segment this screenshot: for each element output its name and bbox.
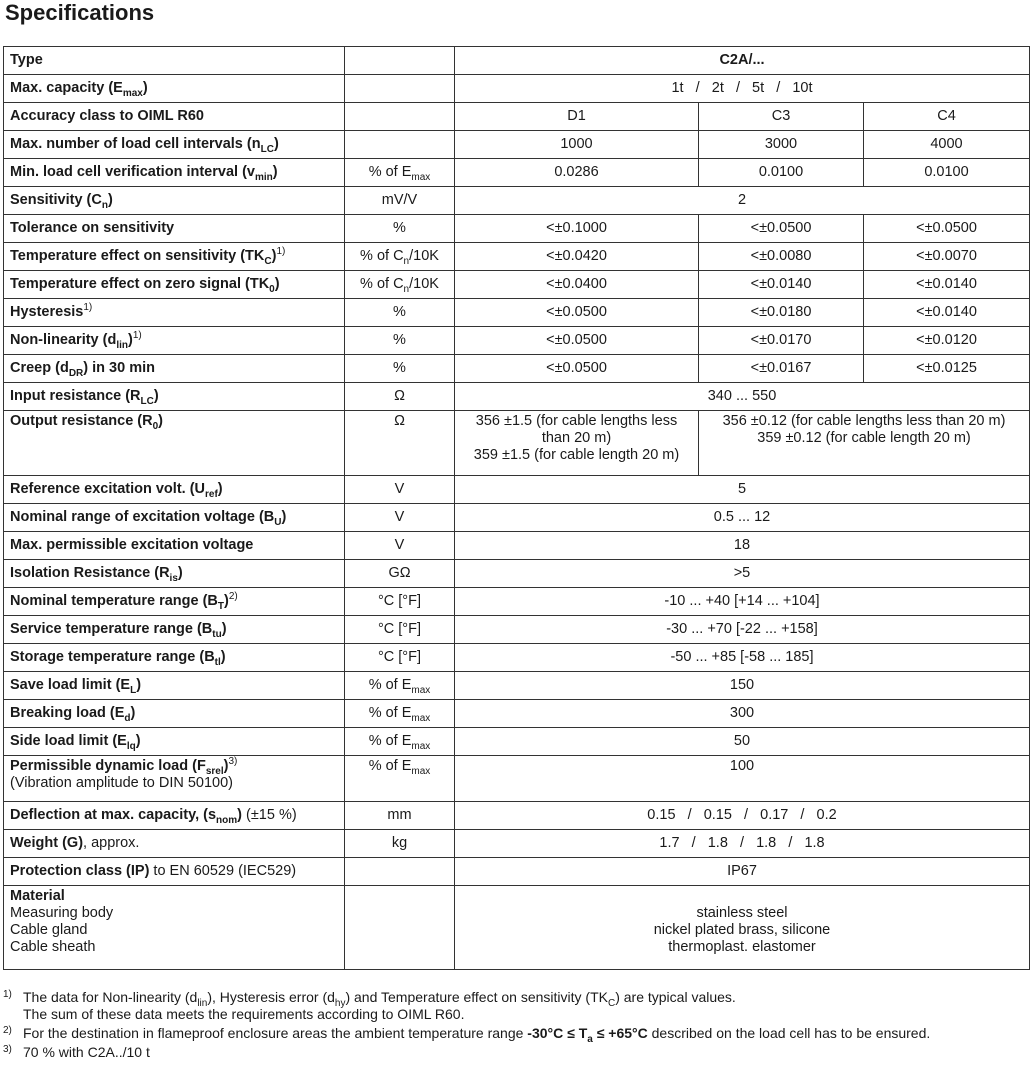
- row-service-temp: [4, 616, 1030, 644]
- unit-cell: %: [345, 215, 455, 243]
- value-c4: <±0.0070: [864, 243, 1030, 271]
- value-all: 5: [455, 476, 1030, 504]
- unit-cell: V: [345, 504, 455, 532]
- value-d1: <±0.0500: [455, 327, 699, 355]
- row-label: Save load limit $(E_L)$: [4, 672, 345, 700]
- footnotes: [3, 989, 1023, 1061]
- unit-cell: % of $C_n/10K$: [345, 243, 455, 271]
- value-c4: <±0.0500: [864, 215, 1030, 243]
- row-output-resistance: [4, 411, 1030, 476]
- value-d1: 356 ±1.5 (for cable lengths less than 20 m) 359 ±1.5 (for cable length 20 m): [455, 411, 699, 476]
- row-isolation: [4, 560, 1030, 588]
- value-d1: <±0.1000: [455, 215, 699, 243]
- spec-table: [3, 46, 1030, 970]
- value-all: IP67: [455, 858, 1030, 886]
- value-d1: D1: [455, 103, 699, 131]
- unit-cell: V: [345, 476, 455, 504]
- unit-cell: Ω: [345, 383, 455, 411]
- value-all: 2: [455, 187, 1030, 215]
- unit-cell: Ω: [345, 411, 455, 476]
- unit-cell: %: [345, 327, 455, 355]
- row-label: Tolerance on sensitivity: [4, 215, 345, 243]
- row-label: Non-linearity $(d_{lin})^{1)}$: [4, 327, 345, 355]
- unit-cell: % of $E_{max}$: [345, 728, 455, 756]
- value-d1: 1000: [455, 131, 699, 159]
- value-d1: <±0.0500: [455, 355, 699, 383]
- value-c3: <±0.0180: [699, 299, 864, 327]
- value-c4: C4: [864, 103, 1030, 131]
- row-label: Sensitivity $(C_n)$: [4, 187, 345, 215]
- value-c3: <±0.0167: [699, 355, 864, 383]
- value-all: 50: [455, 728, 1030, 756]
- value-all: >5: [455, 560, 1030, 588]
- row-label: Input resistance $(R_{LC})$: [4, 383, 345, 411]
- row-ref-excitation: [4, 476, 1030, 504]
- value-all: 340 ... 550: [455, 383, 1030, 411]
- row-side-load: [4, 728, 1030, 756]
- footnote-1: 1) The data for Non-linearity $(d_{lin})$, Hysteresis error $(d_{hy})$ and Temperature effect on sensitivity $(TK_C)$ are typical values. The sum of these data meets the requirements according to OIML R60.: [3, 989, 736, 1022]
- type-value: C2A/...: [455, 47, 1030, 75]
- unit-cell: %: [345, 355, 455, 383]
- value-c3: <±0.0500: [699, 215, 864, 243]
- row-sensitivity: [4, 187, 1030, 215]
- row-type: [4, 47, 1030, 75]
- value-all: stainless steel nickel plated brass, silicone thermoplast. elastomer: [455, 886, 1030, 970]
- row-label: Min. load cell verification interval $(v_{min})$: [4, 159, 345, 187]
- capacity-value: 1t / 2t / 5t / 10t: [455, 75, 1030, 103]
- page-title: Specifications: [5, 0, 155, 25]
- value-all: 18: [455, 532, 1030, 560]
- row-breaking-load: [4, 700, 1030, 728]
- row-label: Material Measuring body Cable gland Cable sheath: [4, 886, 345, 970]
- row-hysteresis: [4, 299, 1030, 327]
- footnote-2: 2) For the destination in flameproof enclosure areas the ambient temperature range $-30^\circ C \le T_a \le +65^\circ C$ described on the load cell has to be ensured.: [3, 1025, 931, 1045]
- unit-cell: kg: [345, 830, 455, 858]
- row-label: Output resistance $(R_0)$: [4, 411, 345, 476]
- value-all: 0.15 / 0.15 / 0.17 / 0.2: [455, 802, 1030, 830]
- row-label: Temperature effect on zero signal $(TK_0)$: [4, 271, 345, 299]
- value-c3: <±0.0170: [699, 327, 864, 355]
- value-all: -30 ... +70 [-22 ... +158]: [455, 616, 1030, 644]
- row-dynamic-load: [4, 756, 1030, 802]
- value-c3: 3000: [699, 131, 864, 159]
- row-weight: [4, 830, 1030, 858]
- row-label: Storage temperature range $(B_{tl})$: [4, 644, 345, 672]
- row-nominal-temp: [4, 588, 1030, 616]
- unit-cell: mV/V: [345, 187, 455, 215]
- row-label: Type: [4, 47, 345, 75]
- value-d1: <±0.0500: [455, 299, 699, 327]
- value-all: -10 ... +40 [+14 ... +104]: [455, 588, 1030, 616]
- row-label: Accuracy class to OIML R60: [4, 103, 345, 131]
- unit-cell: % of $E_{max}$: [345, 159, 455, 187]
- value-c4: <±0.0125: [864, 355, 1030, 383]
- row-label: Service temperature range $(B_{tu})$: [4, 616, 345, 644]
- row-label: Creep $(d_{DR})$ in 30 min: [4, 355, 345, 383]
- row-label: Max. capacity $(E_{max})$: [4, 75, 345, 103]
- value-c4: 4000: [864, 131, 1030, 159]
- value-c3: <±0.0140: [699, 271, 864, 299]
- footnote-3: 3) 70 % with C2A../10 t: [3, 1044, 150, 1060]
- row-label: Max. permissible excitation voltage: [4, 532, 345, 560]
- value-d1: 0.0286: [455, 159, 699, 187]
- row-safe-load: [4, 672, 1030, 700]
- value-c4: <±0.0140: [864, 299, 1030, 327]
- unit-cell: GΩ: [345, 560, 455, 588]
- value-c3-c4: 356 ±0.12 (for cable lengths less than 20 m) 359 ±0.12 (for cable length 20 m): [699, 411, 1030, 476]
- row-accuracy: [4, 103, 1030, 131]
- unit-cell: % of $E_{max}$: [345, 700, 455, 728]
- row-tkc: [4, 243, 1030, 271]
- row-label: Breaking load $(E_d)$: [4, 700, 345, 728]
- row-label: Hysteresis$^{1)}$: [4, 299, 345, 327]
- row-capacity: [4, 75, 1030, 103]
- row-max-excitation: [4, 532, 1030, 560]
- value-c3: 0.0100: [699, 159, 864, 187]
- unit-cell: V: [345, 532, 455, 560]
- value-c4: 0.0100: [864, 159, 1030, 187]
- row-vmin: [4, 159, 1030, 187]
- value-all: -50 ... +85 [-58 ... 185]: [455, 644, 1030, 672]
- row-label: Side load limit $(E_{lq})$: [4, 728, 345, 756]
- row-label: Weight (G), approx.: [4, 830, 345, 858]
- value-c4: <±0.0120: [864, 327, 1030, 355]
- unit-cell: °C [°F]: [345, 588, 455, 616]
- row-label: Nominal range of excitation voltage $(B_U)$: [4, 504, 345, 532]
- unit-cell: °C [°F]: [345, 644, 455, 672]
- value-all: 150: [455, 672, 1030, 700]
- row-tk0: [4, 271, 1030, 299]
- value-all: 100: [455, 756, 1030, 802]
- unit-cell: % of $E_{max}$: [345, 756, 455, 802]
- row-label: Nominal temperature range $(B_T)^{2)}$: [4, 588, 345, 616]
- row-label: Reference excitation volt. $(U_{ref})$: [4, 476, 345, 504]
- row-tolerance: [4, 215, 1030, 243]
- value-c3: C3: [699, 103, 864, 131]
- value-all: 300: [455, 700, 1030, 728]
- value-all: 0.5 ... 12: [455, 504, 1030, 532]
- row-nonlinearity: [4, 327, 1030, 355]
- row-label: Deflection at max. capacity, $(s_{nom})$ (±15 %): [4, 802, 345, 830]
- row-label: Temperature effect on sensitivity $(TK_C)^{1)}$: [4, 243, 345, 271]
- value-d1: <±0.0420: [455, 243, 699, 271]
- row-material: [4, 886, 1030, 970]
- unit-cell: %: [345, 299, 455, 327]
- row-label: Max. number of load cell intervals $(n_{LC})$: [4, 131, 345, 159]
- value-all: 1.7 / 1.8 / 1.8 / 1.8: [455, 830, 1030, 858]
- row-label: Isolation Resistance $(R_{is})$: [4, 560, 345, 588]
- unit-cell: % of $C_n/10K$: [345, 271, 455, 299]
- unit-cell: % of $E_{max}$: [345, 672, 455, 700]
- row-intervals: [4, 131, 1030, 159]
- value-c3: <±0.0080: [699, 243, 864, 271]
- value-c4: <±0.0140: [864, 271, 1030, 299]
- row-label: Permissible dynamic load $(F_{srel})^{3)}$ (Vibration amplitude to DIN 50100): [4, 756, 345, 802]
- unit-cell: °C [°F]: [345, 616, 455, 644]
- row-label: Protection class (IP) to EN 60529 (IEC529): [4, 858, 345, 886]
- row-input-resistance: [4, 383, 1030, 411]
- value-d1: <±0.0400: [455, 271, 699, 299]
- row-creep: [4, 355, 1030, 383]
- row-storage-temp: [4, 644, 1030, 672]
- unit-cell: mm: [345, 802, 455, 830]
- row-deflection: [4, 802, 1030, 830]
- row-protection: [4, 858, 1030, 886]
- row-nominal-excitation: [4, 504, 1030, 532]
